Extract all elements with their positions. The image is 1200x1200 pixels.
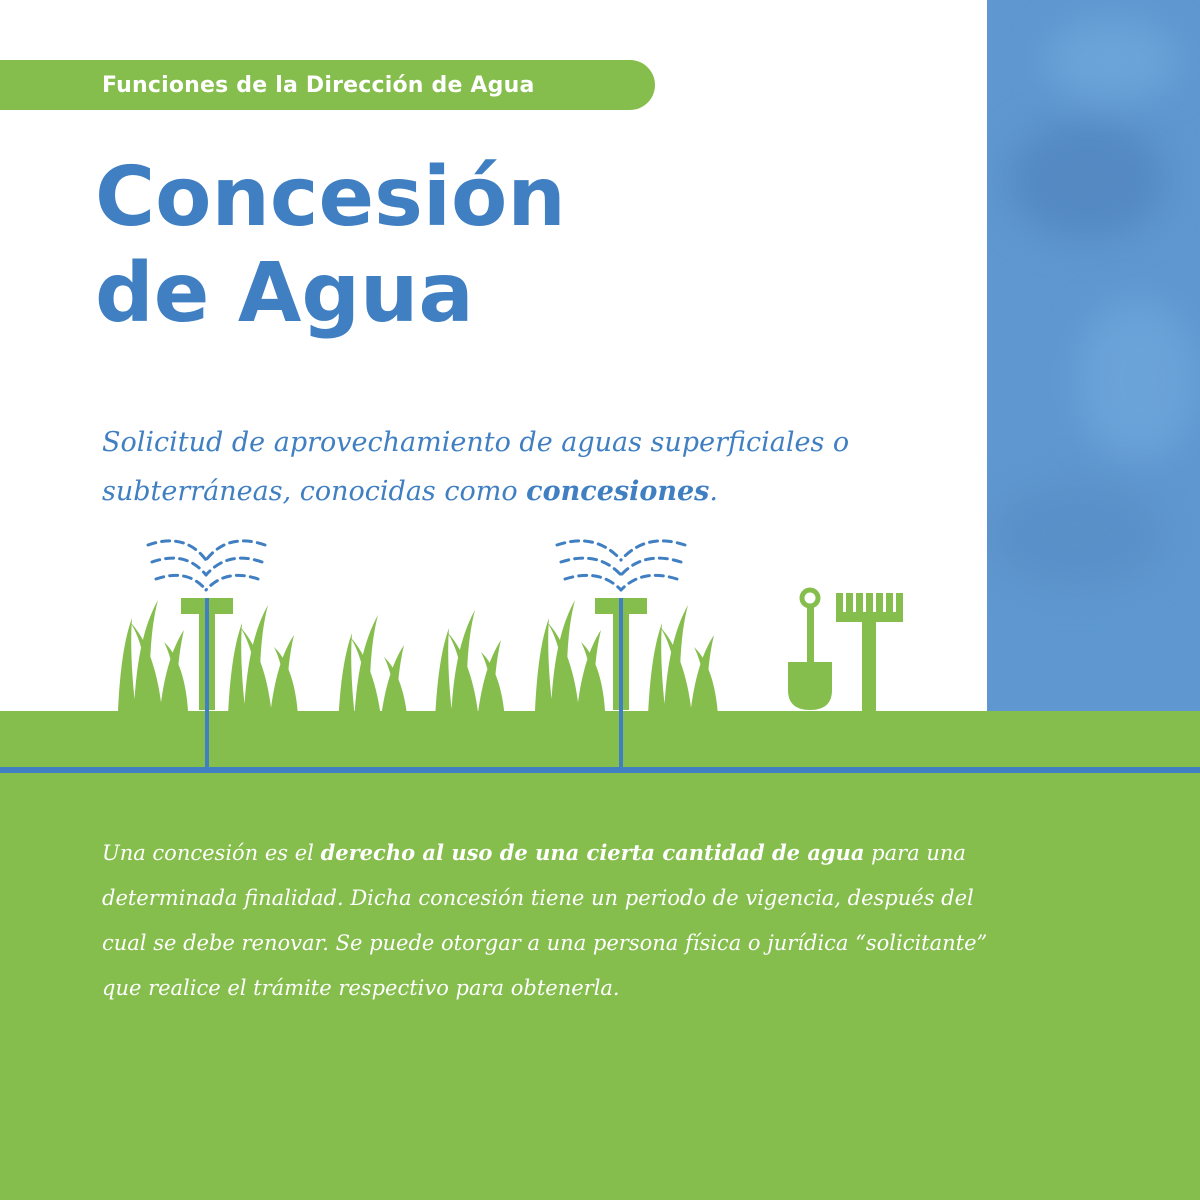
section-tag-label: Funciones de la Dirección de Agua xyxy=(102,72,535,98)
subtitle-text: Solicitud de aprovechamiento de aguas superficiales o subterráneas, conocidas como xyxy=(102,427,850,507)
page-title-line1: Concesión xyxy=(95,150,566,245)
description-text: Una concesión es el xyxy=(102,841,321,865)
concession-description xyxy=(102,830,1002,1011)
description-text-continued: para una determinada finalidad. Dicha concesión tiene un periodo de vigencia, después del cual se debe renovar. Se puede otorgar a una persona física o jurídica “solicitante” que realice el trámite respectivo para obtenerla. xyxy=(102,841,988,1000)
subtitle-emphasis: concesiones xyxy=(526,476,710,507)
sprinkler-icon xyxy=(148,541,265,770)
subtitle-end: . xyxy=(709,476,718,507)
page-title xyxy=(95,150,566,342)
irrigation-illustration xyxy=(0,530,987,775)
shovel-icon xyxy=(788,590,832,710)
decorative-water-panel xyxy=(987,0,1200,711)
description-emphasis: derecho al uso de una cierta cantidad de agua xyxy=(320,840,865,865)
subtitle xyxy=(102,418,962,516)
section-tag xyxy=(0,60,655,110)
rake-icon xyxy=(836,593,903,711)
page-title-line2: de Agua xyxy=(95,246,474,341)
sprinkler-icon xyxy=(557,541,685,770)
